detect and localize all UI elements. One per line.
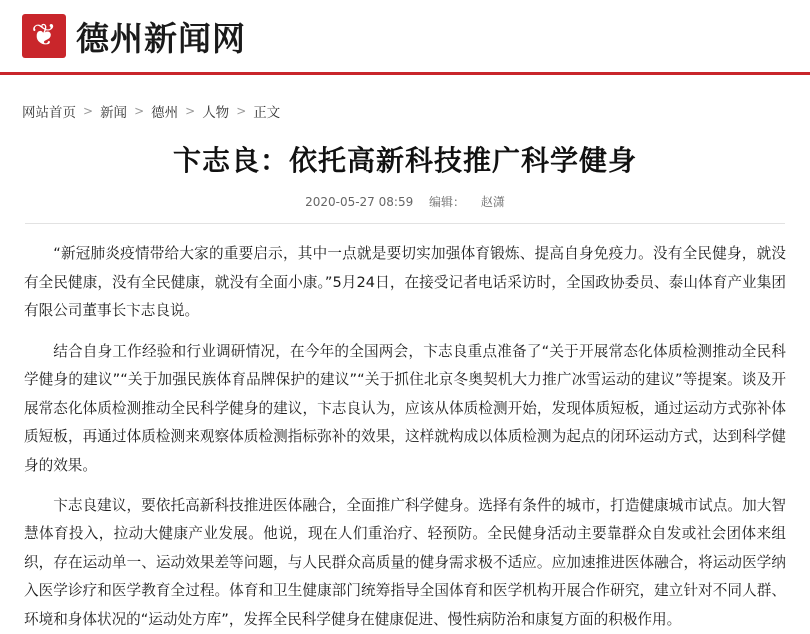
breadcrumb-item-dezhou[interactable]: 德州 xyxy=(151,105,179,121)
breadcrumb-separator: > xyxy=(83,104,94,118)
article-body xyxy=(24,240,786,634)
site-logo-icon[interactable] xyxy=(22,14,66,58)
publish-date: 2020-05-27 08:59 xyxy=(305,195,414,210)
breadcrumb-item-news[interactable]: 新闻 xyxy=(100,105,128,121)
breadcrumb-item-people[interactable]: 人物 xyxy=(202,105,230,121)
site-header xyxy=(0,0,810,72)
article-paragraph: “新冠肺炎疫情带给大家的重要启示，其中一点就是要切实加强体育锻炼、提高自身免疫力。没有全民健身，就没有全民健康，没有全民健康，就没有全面小康。”5月24日，在接受记者电话采访时，全国政协委员、泰山体育产业集团有限公司董事长卞志良说。 xyxy=(24,245,786,320)
breadcrumb-separator: > xyxy=(185,104,196,118)
article-paragraph: 卞志良建议，要依托高新科技推进医体融合，全面推广科学健身。选择有条件的城市，打造健康城市试点。加大智慧体育投入，拉动大健康产业发展。他说，现在人们重治疗、轻预防。全民健身活动主要靠群众自发或社会团体来组织，存在运动单一、运动效果差等问题，与人民群众高质量的健身需求极不适应。应加速推进医体融合，将运动医学纳入医学诊疗和医学教育全过程。体育和卫生健康部门统筹指导全国体育和医学机构开展合作研究，建立针对不同人群、环境和身体状况的“运动处方库”，发挥全民科学健身在健康促进、慢性病防治和康复方面的积极作用。 xyxy=(24,497,786,628)
article-paragraph: 结合自身工作经验和行业调研情况，在今年的全国两会，卞志良重点准备了“关于开展常态化体质检测推动全民科学健身的建议”“关于加强民族体育品牌保护的建议”“关于抓住北京冬奥契机大力推广冰雪运动的建议”等提案。谈及开展常态化体质检测推动全民科学健身的建议，卞志良认为，应该从体质检测开始，发现体质短板，通过运动方式弥补体质短板，再通过体质检测来观察体质检测指标弥补的效果，这样就构成以体质检测为起点的闭环运动方式，达到科学健身的效果。 xyxy=(24,342,786,474)
article-meta xyxy=(0,193,810,210)
site-name[interactable]: 德州新闻网 xyxy=(76,18,246,58)
meta-divider xyxy=(25,223,785,224)
page-title: 卞志良：依托高新科技推广科学健身 xyxy=(172,144,637,177)
breadcrumb-item-current: 正文 xyxy=(253,105,281,121)
breadcrumb-separator: > xyxy=(236,104,247,118)
breadcrumb-separator: > xyxy=(134,104,145,118)
editor-label: 编辑： xyxy=(429,195,466,210)
breadcrumb-item-home[interactable]: 网站首页 xyxy=(22,105,76,121)
flame-swirl-icon: ❦ xyxy=(31,18,57,53)
breadcrumb xyxy=(0,75,810,121)
editor-name: 赵潇 xyxy=(480,195,505,210)
